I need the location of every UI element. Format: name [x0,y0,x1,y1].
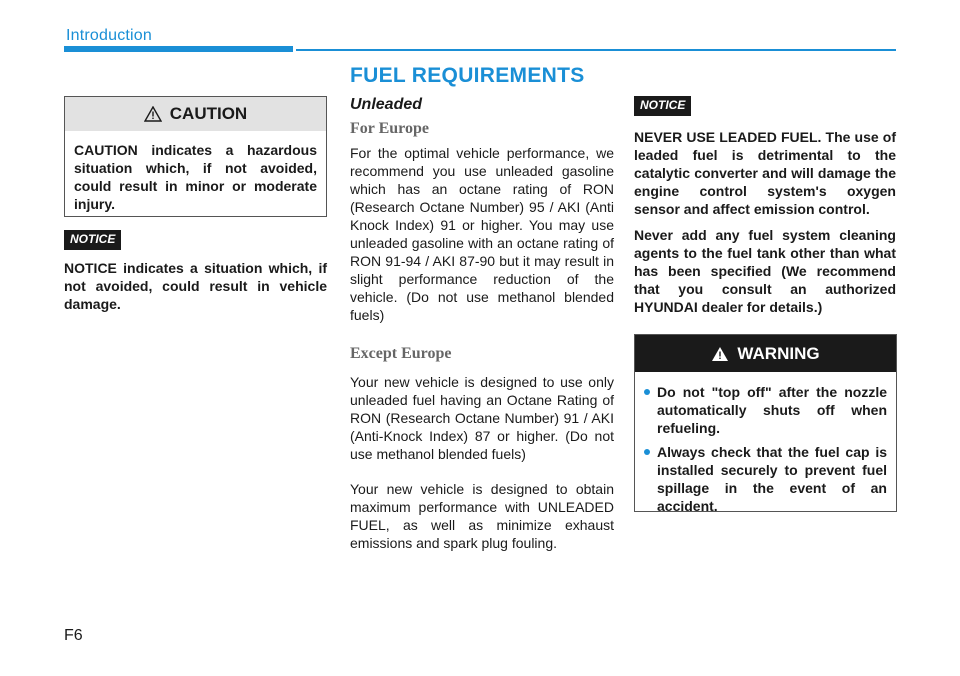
bullet-icon [644,389,650,395]
bullet-icon [644,449,650,455]
warning-item [644,443,887,515]
caution-box [64,96,327,217]
warning-header [635,335,896,372]
warning-item-text: Do not "top off" after the nozzle automatically shuts off when refueling. [657,384,887,436]
page-number: F6 [64,627,83,644]
except-europe-heading: Except Europe [350,345,452,362]
header-rule-thin [296,49,896,51]
unleaded-heading: Unleaded [350,96,423,113]
header-rule-thick [64,46,293,52]
page-heading: FUEL REQUIREMENTS [350,64,585,87]
middle-column [350,95,614,552]
for-europe-text: For the optimal vehicle performance, we recommend you use unleaded gasoline which has an octane rating of RON (Research Octane Number) 95 / AKI (Anti Knock Index) 91 or higher. You may use unleaded gasoline with an octane rating of RON 91-94 / AKI 87-90 but it may result in slight performance reduction of the vehicle. (Do not use methanol blended fuels) [350,145,614,323]
cleaning-agent-notice: Never add any fuel system cleaning agents to the fuel tank other than what has been specified (We recommend that you consult an authorized HYUNDAI dealer for details.) [634,227,896,315]
warning-item-text: Always check that the fuel cap is installed securely to prevent fuel spillage in the event of an accident. [657,444,887,514]
left-column [64,96,327,313]
caution-title: CAUTION [169,104,248,123]
right-column [634,96,896,512]
notice-badge-right: NOTICE [634,96,691,116]
warning-triangle-outline-icon [144,106,162,122]
caution-header [65,97,326,131]
warning-triangle-filled-icon [711,346,729,362]
leaded-fuel-notice: NEVER USE LEADED FUEL. The use of leaded fuel is detrimental to the catalytic converter and will damage the engine control system's oxygen sensor and affect emission control. [634,129,896,217]
warning-item [644,383,887,437]
for-europe-heading: For Europe [350,120,429,137]
notice-text: NOTICE indicates a situation which, if not avoided, could result in vehicle damage. [64,260,327,312]
unleaded-performance-text: Your new vehicle is designed to obtain maximum performance with UNLEADED FUEL, as well as minimize exhaust emissions and spark plug fouling. [350,481,614,551]
warning-list [635,372,896,515]
notice-badge: NOTICE [64,230,121,250]
warning-box [634,334,897,512]
except-europe-text: Your new vehicle is designed to use only unleaded fuel having an Octane Rating of RON (Research Octane Number) 91 / AKI (Anti-Knock Index) 87 or higher. (Do not use methanol blended fuels) [350,374,614,462]
section-title: Introduction [66,27,153,44]
warning-title: WARNING [737,343,820,363]
caution-text: CAUTION indicates a hazardous situation which, if not avoided, could result in minor or moderate injury. [74,142,317,212]
